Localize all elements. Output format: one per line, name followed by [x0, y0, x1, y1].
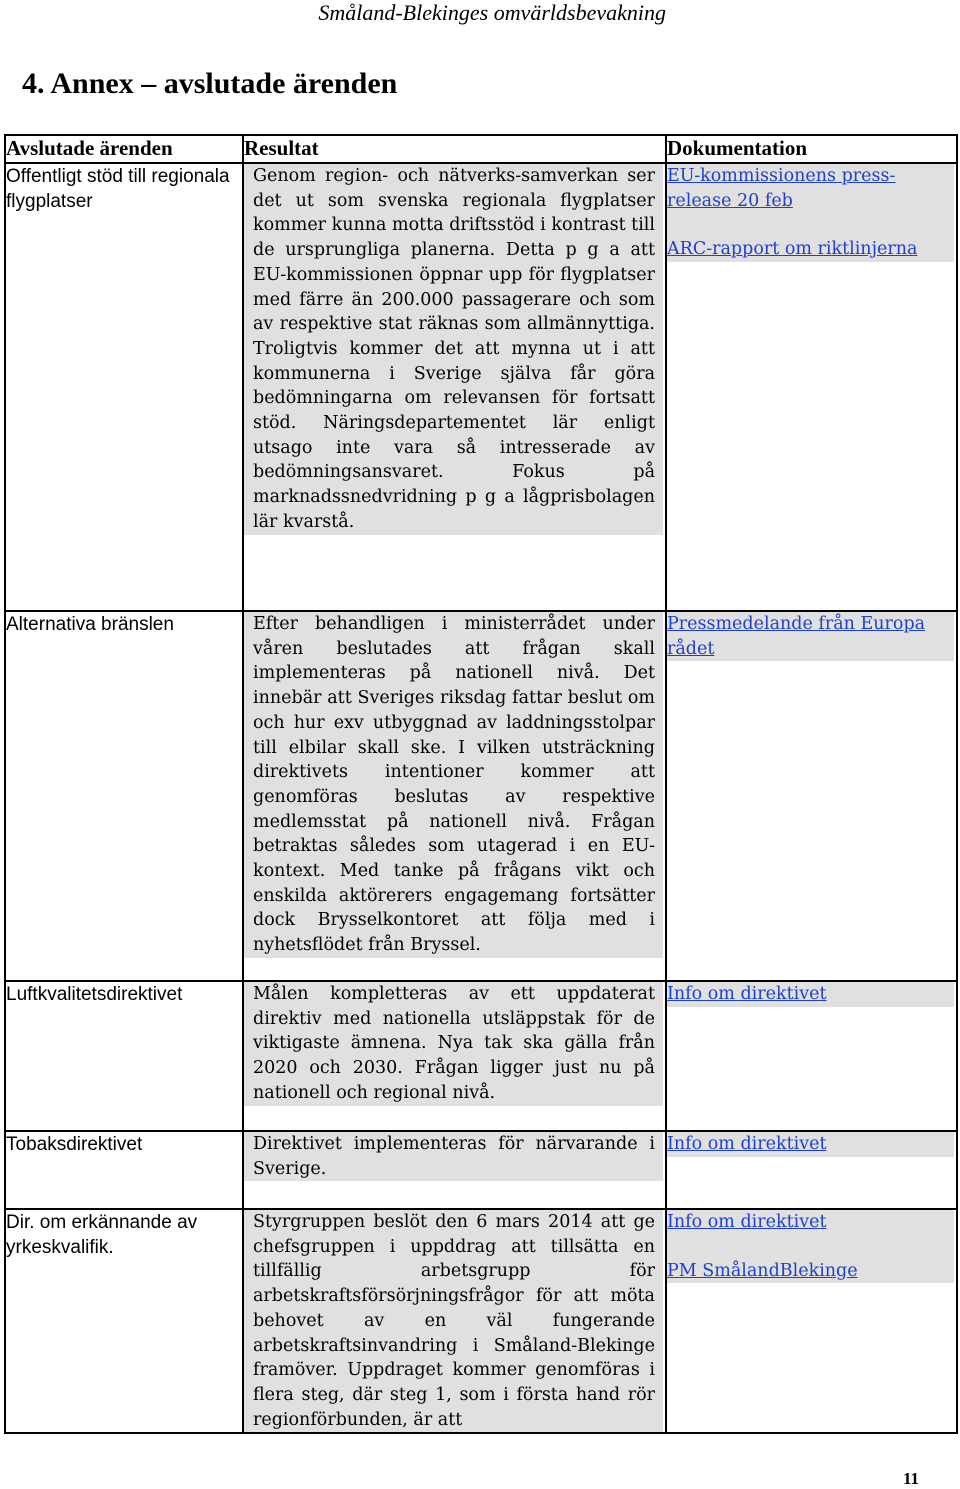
doc-link-press-release[interactable]: EU-kommissionens press-release 20 feb — [667, 166, 896, 211]
row-area-cell — [5, 1131, 243, 1209]
annex-table — [4, 134, 958, 1434]
row-result-text: Direktivet implementeras för närvarande i Sverige. — [244, 1132, 663, 1181]
doc-link-council-press[interactable]: Pressmedelande från Europa rådet — [667, 614, 926, 659]
row-result-text: Efter behandligen i ministerrådet under våren beslutades att frågan skall implementeras på nationell nivå. Det innebär att Sveriges riksdag fattar beslut om och hur exv utbyggnad av laddningsstolpar till elbilar skall ske. I vilken utsträckning direktivets intentioner kommer att genomföras beslutas av respektive medlemsstat på nationell nivå. Frågan betraktas således som utagerad i en EU-kontext. Med tanke på frågans vikt och enskilda aktörerers engagemang fortsätter dock Brysselkontoret att följa med i nyhetsflödet från Bryssel. — [244, 612, 663, 958]
doc-link-directive-info[interactable]: Info om direktivet — [667, 1212, 827, 1232]
row-area-label: Alternativa bränslen — [6, 614, 174, 635]
row-result-cell — [243, 981, 666, 1131]
row-area-cell — [5, 1209, 243, 1433]
row-doc-cell — [666, 981, 957, 1131]
row-area-cell — [5, 163, 243, 611]
table-row — [5, 981, 957, 1131]
table-row — [5, 163, 957, 611]
doc-link-directive-info[interactable]: Info om direktivet — [667, 984, 827, 1004]
row-doc-list — [667, 612, 954, 661]
row-doc-cell — [666, 1209, 957, 1433]
row-doc-list — [667, 1210, 954, 1283]
doc-link-pm-smalandblekinge[interactable]: PM SmålandBlekinge — [667, 1260, 858, 1281]
row-result-text: Målen kompletteras av ett uppdaterat direktiv med nationella utsläppstak för de viktigaste ämnena. Nya tak ska gälla från 2020 och 2030. Frågan ligger just nu på nationell och regional nivå. — [244, 982, 663, 1106]
row-result-cell — [243, 163, 666, 611]
row-result-cell — [243, 611, 666, 981]
column-header-result: Resultat — [243, 135, 666, 163]
running-header-title: Småland-Blekinges omvärldsbevakning — [318, 0, 666, 25]
doc-link-directive-info[interactable]: Info om direktivet — [667, 1134, 827, 1154]
column-header-area: Avslutade ärenden — [5, 135, 243, 163]
row-area-label: Luftkvalitetsdirektivet — [6, 984, 183, 1005]
table-row — [5, 1131, 957, 1209]
row-area-label: Tobaksdirektivet — [6, 1134, 143, 1155]
row-result-text: Genom region- och nätverks-samverkan ser det ut som svenska regionala flygplatser kommer kunna motta driftsstöd i kontrast till de ursprungliga planerna. Detta p g a att EU-kommissionen öppnar upp för flygplatser med färre än 200.000 passagerare och som av respektive stat räknas som allmännyttiga. Troligtvis kommer det att mynna ut i att kommunerna i Sverige själva får göra bedömningarna om relevansen för fortsatt stöd. Näringsdepartementet lär enligt utsago inte vara så intresserade av bedömningsansvaret. Fokus på marknadssnedvridning p g a lågprisbolagen lär kvarstå. — [244, 164, 663, 535]
row-result-cell — [243, 1131, 666, 1209]
page-number: 11 — [903, 1469, 920, 1488]
row-doc-list — [667, 1132, 954, 1157]
section-title: 4. Annex – avslutade ärenden — [22, 67, 398, 100]
row-doc-cell — [666, 163, 957, 611]
row-result-text: Styrgruppen beslöt den 6 mars 2014 att ge chefsgruppen i uppddrag att tillsätta en tillfällig arbetsgrupp för arbetskraftsförsörjningsfrågor för att möta behovet av en väl fungerande arbetskraftsinvandring i Småland-Blekinge framöver. Uppdraget kommer genomföras i flera steg, där steg 1, som i första hand rör regionförbunden, är att — [244, 1210, 663, 1432]
row-doc-list — [667, 164, 954, 262]
row-area-label: Dir. om erkännande av yrkeskvalifik. — [6, 1212, 198, 1258]
row-doc-list — [667, 982, 954, 1007]
row-area-cell — [5, 611, 243, 981]
doc-link-arc-report[interactable]: ARC-rapport om riktlinjerna — [667, 239, 918, 260]
table-header-row — [5, 135, 957, 163]
row-doc-cell — [666, 1131, 957, 1209]
row-area-cell — [5, 981, 243, 1131]
column-header-documentation: Dokumentation — [666, 135, 957, 163]
row-area-label: Offentligt stöd till regionala flygplatser — [6, 166, 230, 212]
table-row — [5, 1209, 957, 1433]
table-row — [5, 611, 957, 981]
row-doc-cell — [666, 611, 957, 981]
row-result-cell — [243, 1209, 666, 1433]
